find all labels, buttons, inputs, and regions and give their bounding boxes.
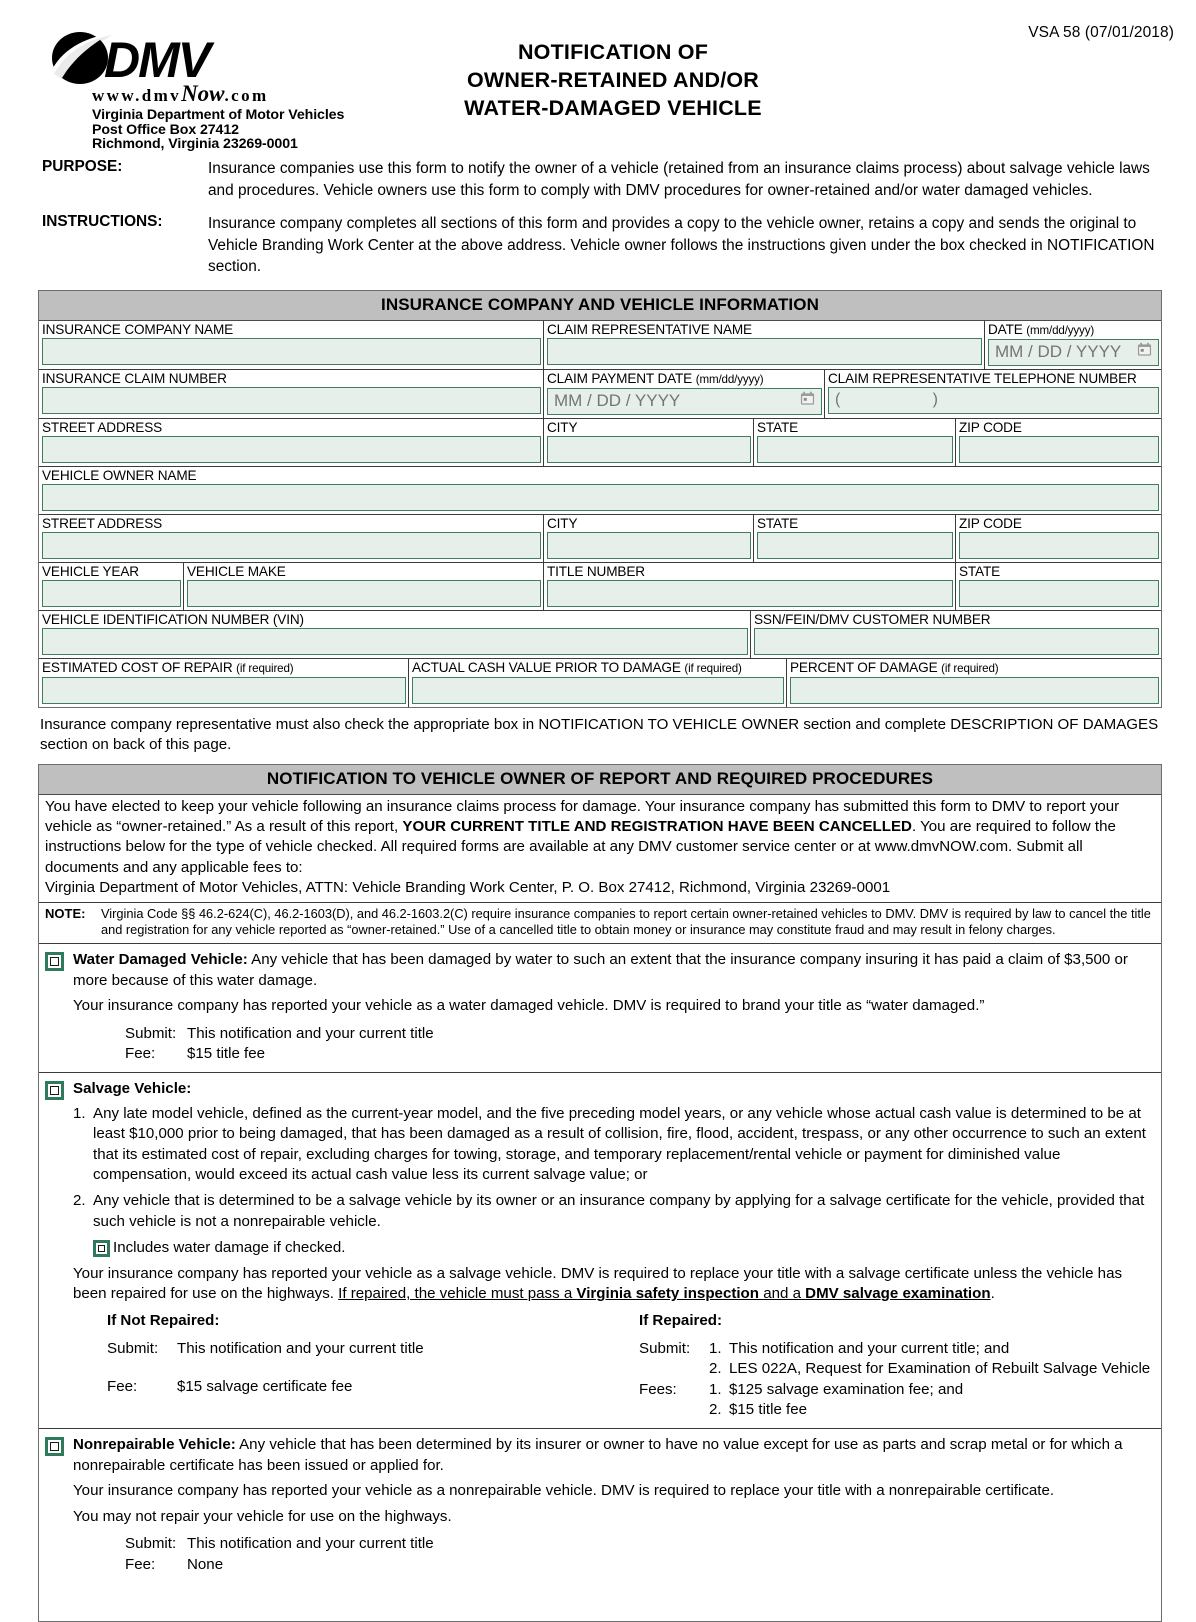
label-owner-street-address: STREET ADDRESS	[42, 515, 163, 531]
legal-note	[39, 902, 1161, 944]
if-repaired-submit-2-text: LES 022A, Request for Examination of Rebuilt Salvage Vehicle	[729, 1360, 1151, 1378]
date-field-wrap	[988, 339, 1159, 366]
if-repaired-column	[639, 1311, 1153, 1420]
if-repaired-submit-line-2	[639, 1359, 1153, 1379]
form-row-4	[39, 467, 1161, 515]
svg-text:DMV: DMV	[104, 32, 210, 88]
nonrepairable-definition: Nonrepairable Vehicle: Any vehicle that has been determined by its insurer or owner to have no value except for use as parts and scrap metal or for which a nonrepairable certificate has been issued or applied for.	[73, 1436, 1123, 1474]
label-vin: VEHICLE IDENTIFICATION NUMBER (VIN)	[42, 611, 304, 627]
insurance-vehicle-section-heading: INSURANCE COMPANY AND VEHICLE INFORMATION	[39, 291, 1161, 321]
water-damaged-fee-value: $15 title fee	[187, 1044, 266, 1062]
insurance-vehicle-section	[38, 290, 1162, 708]
if-repaired-heading: If Repaired:	[639, 1312, 723, 1330]
form-row-6	[39, 563, 1161, 611]
spacer	[107, 1359, 621, 1377]
label-insurance-company-name: INSURANCE COMPANY NAME	[42, 321, 234, 337]
label-insurance-state: STATE	[757, 419, 799, 435]
vehicle-year-input[interactable]	[42, 580, 181, 607]
if-not-repaired-fee-value: $15 salvage certificate fee	[177, 1378, 353, 1396]
if-repaired-submit-2-number: 2.	[709, 1360, 722, 1378]
cell-insurance-claim-number	[39, 370, 544, 418]
cell-ssn-fein	[751, 611, 1161, 658]
claim-payment-date-field-wrap	[547, 388, 822, 415]
nonrepairable-no-repair: You may not repair your vehicle for use on the highways.	[73, 1507, 452, 1525]
water-damaged-body	[73, 950, 1153, 1064]
insurance-city-input[interactable]	[547, 436, 751, 463]
notification-intro-paragraph: You have elected to keep your vehicle following an insurance claims process for damage. Your insurance company has submitted this form to DMV to report your vehicle as “owner-retained.” As a result of this report, YOUR CURRENT TITLE AND REGISTRATION HAVE BEEN CANCELLED. You are required to follow the instructions below for the type of vehicle checked. All required forms are available at any DMV customer service center or at www.dmvNOW.com. Submit all documents and any applicable fees to:	[45, 797, 1120, 876]
nonrepairable-heading: Nonrepairable Vehicle:	[73, 1436, 236, 1454]
cell-claim-rep-phone	[825, 370, 1161, 418]
label-percent-of-damage: PERCENT OF DAMAGE (if required)	[790, 659, 999, 675]
cell-vin	[39, 611, 751, 658]
salvage-definition-list	[73, 1104, 1153, 1232]
salvage-vehicle-checkbox[interactable]	[45, 1081, 64, 1100]
salvage-heading: Salvage Vehicle:	[73, 1080, 192, 1098]
water-damaged-heading: Water Damaged Vehicle:	[73, 951, 248, 969]
cell-insurance-zip	[956, 419, 1161, 466]
if-repaired-fees-2-number: 2.	[709, 1401, 722, 1419]
salvage-vehicle-option	[39, 1072, 1161, 1428]
if-repaired-fees-key: Fees:	[639, 1380, 677, 1398]
form-row-7	[39, 611, 1161, 659]
cell-title-number	[544, 563, 956, 610]
if-repaired-fees-line-2	[639, 1400, 1153, 1420]
title-line-1: NOTIFICATION OF	[517, 40, 709, 64]
purpose-label: PURPOSE:	[42, 158, 123, 175]
label-claim-rep-phone: CLAIM REPRESENTATIVE TELEPHONE NUMBER	[828, 370, 1137, 386]
nonrepairable-fee-line	[125, 1555, 1153, 1575]
if-not-repaired-fee-key: Fee:	[107, 1378, 138, 1396]
nonrepairable-checkbox-wrap[interactable]	[45, 1435, 73, 1574]
label-title-state: STATE	[959, 563, 1001, 579]
cell-percent-of-damage	[787, 659, 1161, 707]
label-insurance-street-address: STREET ADDRESS	[42, 419, 163, 435]
agency-city-state-zip: Richmond, Virginia 23269-0001	[92, 136, 298, 153]
legal-note-text: Virginia Code §§ 46.2-624(C), 46.2-1603(D), and 46.2-1603.2(C) require insurance companies to report certain owner-retained vehicles to DMV. DMV is required by law to cancel the title and registration for any vehicle reported as “owner-retained.” Use of a cancelled title to obtain money or insurance may constitute fraud and may result in felony charges.	[101, 905, 1151, 937]
cell-claim-representative-name	[544, 321, 985, 369]
nonrepairable-body	[73, 1435, 1153, 1574]
vehicle-owner-name-input[interactable]	[42, 484, 1159, 511]
cell-owner-zip	[956, 515, 1161, 562]
title-number-input[interactable]	[547, 580, 953, 607]
insurance-street-address-input[interactable]	[42, 436, 541, 463]
if-repaired-submit-1-text: This notification and your current title; and	[729, 1339, 1010, 1357]
legal-note-label: NOTE:	[45, 905, 86, 921]
water-damaged-submit-block	[125, 1024, 1153, 1065]
label-claim-payment-date: CLAIM PAYMENT DATE (mm/dd/yyyy)	[547, 370, 764, 386]
label-owner-zip: ZIP CODE	[959, 515, 1022, 531]
insurance-zip-input[interactable]	[959, 436, 1159, 463]
salvage-fee-columns	[107, 1311, 1153, 1420]
purpose-instructions	[42, 158, 1162, 278]
nonrepairable-submit-value: This notification and your current title	[187, 1535, 434, 1553]
cell-vehicle-owner-name	[39, 467, 1161, 514]
vin-input[interactable]	[42, 628, 748, 655]
label-insurance-zip: ZIP CODE	[959, 419, 1022, 435]
instructions-text: Insurance company completes all sections of this form and provides a copy to the vehicle owner, retains a copy and sends the original to Vehicle Branding Work Center at the above address. Vehicle owner follows the instructions given under the box checked in NOTIFICATION section.	[208, 215, 1155, 275]
cell-actual-cash-value	[409, 659, 787, 707]
dmv-website-url: www.dmvNow.com	[92, 81, 269, 106]
spacer	[639, 1400, 709, 1420]
if-not-repaired-fee-line	[107, 1377, 621, 1397]
cell-owner-street-address	[39, 515, 544, 562]
form-row-1	[39, 321, 1161, 370]
cell-title-state	[956, 563, 1161, 610]
notification-section-heading: NOTIFICATION TO VEHICLE OWNER OF REPORT AND REQUIRED PROCEDURES	[39, 765, 1161, 795]
salvage-body	[73, 1079, 1153, 1420]
salvage-checkbox-wrap[interactable]	[45, 1079, 73, 1420]
if-not-repaired-submit-key: Submit:	[107, 1339, 159, 1357]
list-item	[73, 1191, 1153, 1232]
label-claim-representative-name: CLAIM REPRESENTATIVE NAME	[547, 321, 752, 337]
cell-vehicle-year	[39, 563, 184, 610]
water-damaged-reported: Your insurance company has reported your vehicle as a water damaged vehicle. DMV is required to brand your title as “water damaged.”	[73, 997, 985, 1015]
actual-cash-value-input[interactable]	[412, 677, 784, 704]
cell-insurance-city	[544, 419, 754, 466]
label-vehicle-year: VEHICLE YEAR	[42, 563, 139, 579]
insurance-state-input[interactable]	[757, 436, 953, 463]
notification-section	[38, 764, 1162, 1622]
claim-rep-phone-input[interactable]	[828, 387, 1159, 414]
estimated-cost-of-repair-input[interactable]	[42, 677, 406, 704]
nonrepairable-reported: Your insurance company has reported your vehicle as a nonrepairable vehicle. DMV is required to replace your title with a nonrepairable certificate.	[73, 1482, 1055, 1500]
insurance-company-name-input[interactable]	[42, 338, 541, 365]
title-line-3: WATER-DAMAGED VEHICLE	[464, 96, 762, 120]
cell-owner-city	[544, 515, 754, 562]
calendar-icon[interactable]	[800, 391, 815, 411]
claim-payment-date-input[interactable]	[547, 388, 822, 415]
if-repaired-fees-line-1	[639, 1380, 1153, 1400]
label-vehicle-make: VEHICLE MAKE	[187, 563, 286, 579]
title-state-input[interactable]	[959, 580, 1159, 607]
list-item	[73, 1104, 1153, 1186]
nonrepairable-submit-line	[125, 1534, 1153, 1554]
percent-of-damage-input[interactable]	[790, 677, 1159, 704]
if-repaired-submit-1-number: 1.	[709, 1339, 722, 1357]
form-row-5	[39, 515, 1161, 563]
water-damaged-fee-line	[125, 1044, 1153, 1064]
label-title-number: TITLE NUMBER	[547, 563, 645, 579]
salvage-item2-text: Any vehicle that is determined to be a salvage vehicle by its owner or an insurance company by applying for a salvage certificate for the vehicle, provided that such vehicle is not a nonrepairable vehicle.	[93, 1192, 1145, 1230]
cell-date	[985, 321, 1161, 369]
water-damaged-submit-value: This notification and your current title	[187, 1024, 434, 1042]
water-damaged-submit-key: Submit:	[125, 1024, 177, 1042]
cell-insurance-street-address	[39, 419, 544, 466]
form-row-3	[39, 419, 1161, 467]
vehicle-make-input[interactable]	[187, 580, 541, 607]
if-repaired-fees-2-text: $15 title fee	[729, 1401, 808, 1419]
form-number: VSA 58 (07/01/2018)	[1028, 24, 1174, 41]
water-damaged-submit-line	[125, 1024, 1153, 1044]
label-insurance-claim-number: INSURANCE CLAIM NUMBER	[42, 370, 227, 386]
nonrepairable-submit-block	[125, 1534, 1153, 1575]
if-not-repaired-submit-line	[107, 1339, 621, 1359]
calendar-icon[interactable]	[1137, 342, 1152, 362]
nonrepairable-submit-key: Submit:	[125, 1535, 177, 1553]
cell-insurance-state	[754, 419, 956, 466]
salvage-item1-number: 1.	[73, 1104, 86, 1122]
salvage-repaired-requirement: If repaired, the vehicle must pass a Virginia safety inspection and a DMV salvage examination	[338, 1285, 991, 1303]
if-not-repaired-submit-value: This notification and your current title	[177, 1339, 424, 1357]
nonrepairable-vehicle-checkbox[interactable]	[45, 1437, 64, 1456]
includes-water-damage-label: Includes water damage if checked.	[113, 1239, 346, 1257]
owner-zip-input[interactable]	[959, 532, 1159, 559]
if-repaired-submit-line-1	[639, 1339, 1153, 1359]
notification-mailing-address: Virginia Department of Motor Vehicles, ATTN: Vehicle Branding Work Center, P. O. Box 27412, Richmond, Virginia 23269-0001	[45, 879, 891, 897]
notification-intro	[39, 795, 1161, 902]
instructions-row	[42, 213, 1162, 278]
label-owner-state: STATE	[757, 515, 799, 531]
insurance-claim-number-input[interactable]	[42, 387, 541, 414]
form-row-2	[39, 370, 1161, 419]
agency-po-box: Post Office Box 27412	[92, 121, 239, 138]
spacer	[639, 1359, 709, 1379]
salvage-water-damage-line	[93, 1238, 1153, 1258]
water-damaged-vehicle-option	[39, 943, 1161, 1072]
label-owner-city: CITY	[547, 515, 578, 531]
nonrepairable-fee-value: None	[187, 1555, 224, 1573]
claim-representative-name-input[interactable]	[547, 338, 982, 365]
label-vehicle-owner-name: VEHICLE OWNER NAME	[42, 467, 197, 483]
if-repaired-fees-1-text: $125 salvage examination fee; and	[729, 1380, 964, 1398]
water-damaged-fee-key: Fee:	[125, 1044, 156, 1062]
instructions-label: INSTRUCTIONS:	[42, 213, 163, 230]
cell-estimated-cost-of-repair	[39, 659, 409, 707]
includes-water-damage-checkbox[interactable]	[93, 1240, 110, 1257]
if-repaired-submit-key: Submit:	[639, 1339, 691, 1357]
if-not-repaired-column	[107, 1311, 621, 1420]
purpose-row	[42, 158, 1162, 201]
label-date: DATE (mm/dd/yyyy)	[988, 321, 1095, 337]
salvage-item2-number: 2.	[73, 1192, 86, 1210]
label-actual-cash-value: ACTUAL CASH VALUE PRIOR TO DAMAGE (if required)	[412, 659, 742, 675]
water-damaged-definition: Water Damaged Vehicle: Any vehicle that has been damaged by water to such an extent that the insurance company insuring it has paid a claim of $3,500 or more because of this water damage.	[73, 951, 1128, 989]
form-header	[0, 0, 1196, 153]
form-row-8	[39, 659, 1161, 707]
label-insurance-city: CITY	[547, 419, 578, 435]
ssn-fein-input[interactable]	[754, 628, 1159, 655]
cancelled-emphasis: YOUR CURRENT TITLE AND REGISTRATION HAVE BEEN CANCELLED	[402, 817, 912, 835]
agency-name: Virginia Department of Motor Vehicles	[92, 107, 345, 124]
owner-street-address-input[interactable]	[42, 532, 541, 559]
cell-owner-state	[754, 515, 956, 562]
page-title	[0, 38, 1196, 122]
if-not-repaired-heading: If Not Repaired:	[107, 1312, 220, 1330]
if-repaired-fees-1-number: 1.	[709, 1380, 722, 1398]
cell-insurance-company-name	[39, 321, 544, 369]
water-damaged-checkbox-wrap[interactable]	[45, 950, 73, 1064]
salvage-reported: Your insurance company has reported your vehicle as a salvage vehicle. DMV is required to replace your title with a salvage certificate unless the vehicle has been repaired for use on the highways. If repaired, the vehicle must pass a Virginia safety inspection and a DMV salvage examination.	[73, 1264, 1123, 1303]
cell-vehicle-make	[184, 563, 544, 610]
salvage-item1-text: Any late model vehicle, defined as the current-year model, and the five preceding model years, or any vehicle whose actual cash value is determined to be at least $10,000 prior to being damaged, that has been damaged as a result of collision, fire, flood, accident, trespass, or any other occurrence to such an extent that its estimated cost of repair, excluding charges for towing, storage, and temporary replacement/rental vehicle or payment for diminished value compensation, would exceed its actual cash value less its current salvage value; or	[93, 1104, 1147, 1183]
label-ssn-fein: SSN/FEIN/DMV CUSTOMER NUMBER	[754, 611, 991, 627]
purpose-text: Insurance companies use this form to notify the owner of a vehicle (retained from an insurance claims process) about salvage vehicle laws and procedures. Vehicle owners use this form to comply with DMV procedures for owner-retained and/or water damaged vehicles.	[208, 160, 1150, 199]
nonrepairable-fee-key: Fee:	[125, 1555, 156, 1573]
label-estimated-cost-of-repair: ESTIMATED COST OF REPAIR (if required)	[42, 659, 294, 675]
water-damaged-vehicle-checkbox[interactable]	[45, 952, 64, 971]
date-input[interactable]	[988, 339, 1159, 366]
owner-state-input[interactable]	[757, 532, 953, 559]
title-line-2: OWNER-RETAINED AND/OR	[466, 68, 760, 92]
mid-notice-text: Insurance company representative must also check the appropriate box in NOTIFICATION TO VEHICLE OWNER section and complete DESCRIPTION OF DAMAGES section on back of this page.	[40, 715, 1159, 753]
nonrepairable-vehicle-option	[39, 1428, 1161, 1620]
cell-claim-payment-date	[544, 370, 825, 418]
owner-city-input[interactable]	[547, 532, 751, 559]
